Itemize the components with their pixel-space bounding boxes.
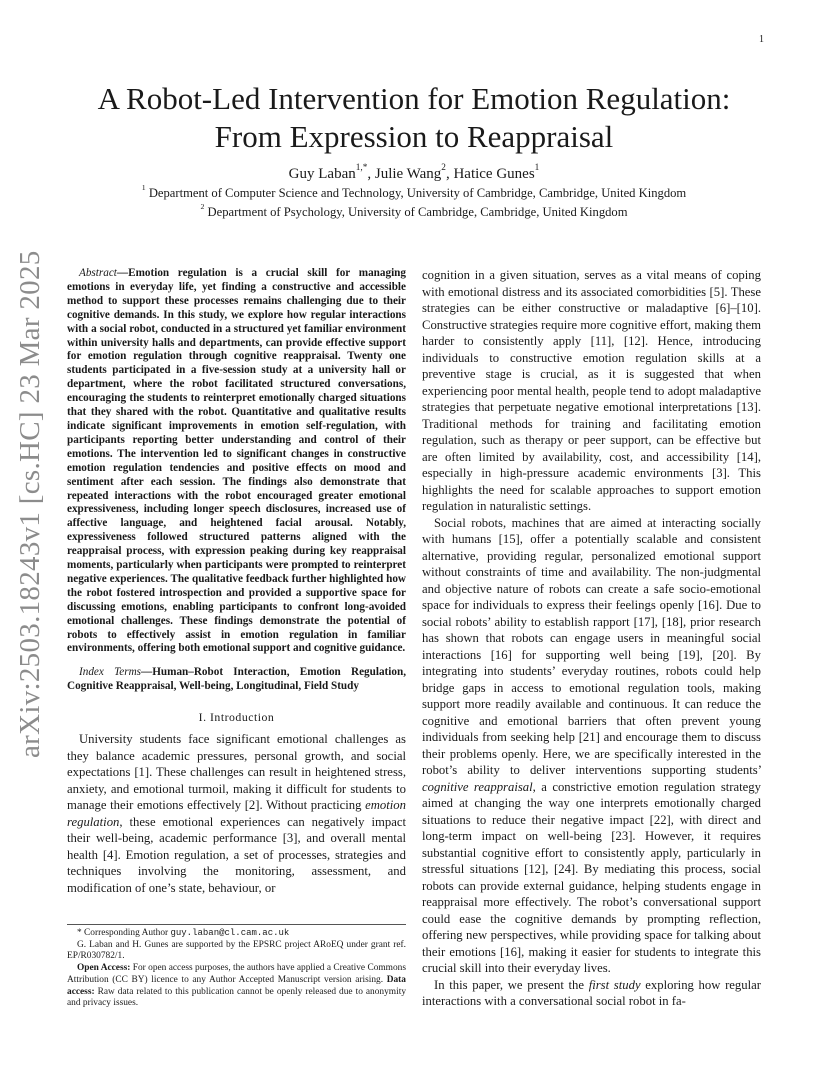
abstract: Abstract—Emotion regulation is a crucial skill for managing emotions in everyday life, yet finding a constructive and accessible method to support these processes remains challenging due to their cognitive demands. In this study, we explore how regular interactions with a social robot, conducted in a structured yet familiar environment within university halls and departments, can provide effective support for emotion regulation through cognitive reappraisal. Twenty one students participated in a five-session study at a university hall or department, where the robot facilitated structured conversations, encouraging the students to reinterpret emotionally charged situations that they shared with the robot. Quantitative and qualitative results indicate significant improvements in emotion self-regulation, with participants reporting better understanding and control of their emotions. The intervention led to significant changes in constructive emotion regulation tendencies and positive effects on mood and sentiment after each session. The findings also demonstrate that repeated interactions with the robot encouraged greater emotional expressiveness, including longer speech disclosures, increased use of affective language, and heightened facial arousal. Notably, expressiveness followed structured patterns aligned with the reappraisal process, with expression peaking during key reappraisal moments, particularly when participants were prompted to reinterpret negative experiences. The qualitative feedback further highlighted how the robot fostered introspection and provided a supportive space for discussing emotions, enabling participants to confront long-avoided emotional challenges. These findings demonstrate the potential of robots to effectively assist in emotion regulation in familiar environments, offering both emotional support and cognitive guidance. xyxy=(67,267,406,655)
paragraph-text: Social robots, machines that are aimed at interacting socially with humans [15], offer a potentially scalable and consistent alternative, providing regular, personalized emotional support without constraints of time and availability. The non-judgmental and objective nature of robots can create a safe socio-emotional space for individuals to express their feelings openly [16]. Due to social robots’ ability to establish rapport [17], [18], prior research has shown that robots can engage users in meaningful social interactions [16] for supporting well being [19], [20]. By integrating into students’ everyday routines, robots could help bridge gaps in access to emotional regulation tools, making support more readily available and continuous. It can reduce the cognitive and emotional barriers that often prevent young individuals from seeking help [21] and encourage them to discuss their problems openly. Here, we are specifically interested in the robot’s ability to deliver interventions supporting students’ xyxy=(422,515,761,777)
footnote-corresponding-author xyxy=(67,928,406,940)
author-name: Julie Wang xyxy=(374,166,442,182)
author-affiliation-mark: 1 xyxy=(534,163,540,174)
affiliation-mark: 2 xyxy=(200,202,205,212)
author-list: Guy Laban$^{1,*}$, Julie Wang$^2$, Hatice Gunes$^1$ xyxy=(288,163,540,182)
footnotes xyxy=(67,924,406,1010)
data-access-label: Data access: xyxy=(67,974,406,997)
introduction-paragraph-2 xyxy=(422,515,761,977)
introduction-paragraph-1: University students face significant emotional challenges as they balance academic pressures, personal growth, and social expectations [1]. These challenges can result in heightened stress, anxiety, and emotional turmoil, making it difficult for students to manage their emotions effectively [2]. Without practicing emotion regulation, these emotional experiences can negatively impact their well-being, academic performance [3], and overall mental health [4]. Emotion regulation, a set of processes, strategies and techniques involving the monitoring, assessment, and modification of one’s state, behaviour, or xyxy=(67,732,406,895)
affiliation-text: Department of Psychology, University of Cambridge, Cambridge, United Kingdom xyxy=(207,205,628,219)
index-terms-text: Human–Robot Interaction, Emotion Regulation, Cognitive Reappraisal, Well-being, Longitudinal, Field Study xyxy=(67,666,406,693)
open-access-text: For open access purposes, the authors have applied a Creative Commons Attribution (CC BY) licence to any Author Accepted Manuscript version arising. xyxy=(67,963,407,985)
author-affiliation-mark: 1,* xyxy=(355,163,368,174)
index-terms: Index Terms—Human–Robot Interaction, Emotion Regulation, Cognitive Reappraisal, Well-being, Longitudinal, Field Study xyxy=(67,666,406,693)
index-terms-label: Index Terms xyxy=(79,666,142,679)
affiliation-text: Department of Computer Science and Technology, University of Cambridge, Cambridge, United Kingdom xyxy=(148,186,687,200)
footnote-funding: G. Laban and H. Gunes are supported by the EPSRC project ARoEQ under grant ref. EP/R030782/1. xyxy=(67,939,406,962)
page-number: 1 xyxy=(759,34,764,45)
footnote-open-access xyxy=(67,963,406,1010)
author-affiliation-mark: 2 xyxy=(441,163,446,174)
corresponding-author-email: guy.laban@cl.cam.ac.uk xyxy=(170,928,290,938)
abstract-text: Emotion regulation is a crucial skill for managing emotions in everyday life, yet finding a constructive and accessible method to support these processes remains challenging due to their cognitive demands. In this study, we explore how regular interactions with a social robot, conducted in a structured yet familiar environment within university halls and departments, can provide effective support for emotion regulation through cognitive reappraisal. Twenty one students participated in a five-session study at a university hall or department, where the robot facilitated structured conversations, encouraging the students to reinterpret emotionally charged situations that they shared with the robot. Quantitative and qualitative results indicate significant improvements in emotion self-regulation, with participants reporting better understanding and control of their emotions. The intervention led to significant changes in constructive emotion regulation tendencies and positive effects on mood and sentiment after each session. The findings also demonstrate that repeated interactions with the robot encouraged greater emotional expressiveness, including longer speech disclosures, increased use of affective language, and heightened facial arousal. Notably, expressiveness followed structured patterns aligned with the reappraisal process, with expression peaking during key reappraisal moments, particularly when participants were prompted to reinterpret negative experiences. The qualitative feedback further highlighted how the robot fostered introspection and provided a supportive space for discussing emotions, enabling participants to confront long-avoided emotional challenges. These findings demonstrate the potential of robots to effectively assist in emotion regulation in familiar environments, offering both emotional support and cognitive guidance. xyxy=(67,267,406,655)
author-name: Guy Laban xyxy=(288,166,356,182)
arxiv-identifier-stamp: arXiv:2503.18243v1 [cs.HC] 23 Mar 2025 xyxy=(14,250,46,758)
right-column xyxy=(422,267,761,1010)
introduction-paragraph-3 xyxy=(422,977,761,1010)
emphasis-text: emotion regulation xyxy=(67,798,406,829)
affiliation-mark: 1 xyxy=(141,183,146,193)
emphasis-text: first study xyxy=(588,977,641,992)
introduction-paragraph-continued: cognition in a given situation, serves as a vital means of coping with emotional distress and its associated comorbidities [5]. These strategies can be either constructive or maladaptive [6]–[10]. Constructive strategies require more cognitive effort, making them harder to consistently apply [11], [12]. Hence, introducing individuals to constructive emotion regulation skills at a preventive stage is crucial, as it is suggested that when experiencing poor mental health, people tend to adopt maladaptive strategies that perpetuate negative emotional interpretations [13]. Traditional methods for training and facilitating emotion regulation, such as therapy or peer support, can be effective but are often limited by availability, cost, and accessibility [14], especially in high-pressure academic environments [3]. This highlights the need for scalable approaches to support emotion regulation in naturalistic settings. xyxy=(422,268,761,513)
paragraph-text: , a constrictive emotion regulation strategy aimed at changing the way one interprets emotionally charged situations to reduce their negative impact [22], with direct and long-term impact on well-being [23]. However, it requires substantial cognitive effort to consistently apply, particularly in stressful situations [12], [24]. By mediating this process, social robots can provide external guidance, helping students engage in reappraisal more effectively. The robot’s conversational support could ease the cognitive demands by prompting reflection, offering new perspectives, while providing space for talking about their emotions [16], making it easier for students to integrate this crucial skill into their everyday lives. xyxy=(422,779,761,975)
title-line-2: From Expression to Reappraisal xyxy=(214,119,614,154)
section-heading-introduction: I. Introduction xyxy=(198,710,275,725)
abstract-label: Abstract xyxy=(79,267,117,279)
title-line-1: A Robot-Led Intervention for Emotion Regulation: xyxy=(97,81,731,116)
affiliation-2 xyxy=(40,202,788,220)
author-name: Hatice Gunes xyxy=(453,166,535,182)
data-access-text: Raw data related to this publication cannot be openly released due to anonymity and privacy issues. xyxy=(67,986,407,1009)
corresponding-author-label: * Corresponding Author xyxy=(77,928,169,938)
paragraph-text: exploring how regular interactions with a conversational social robot in fa- xyxy=(422,977,762,1008)
left-column xyxy=(67,267,406,896)
emphasis-text: cognitive reappraisal xyxy=(422,779,533,794)
affiliation-1 xyxy=(40,183,788,201)
open-access-label: Open Access: xyxy=(77,963,131,974)
paragraph-text: In this paper, we present the xyxy=(434,977,585,992)
paper-title xyxy=(40,80,788,156)
